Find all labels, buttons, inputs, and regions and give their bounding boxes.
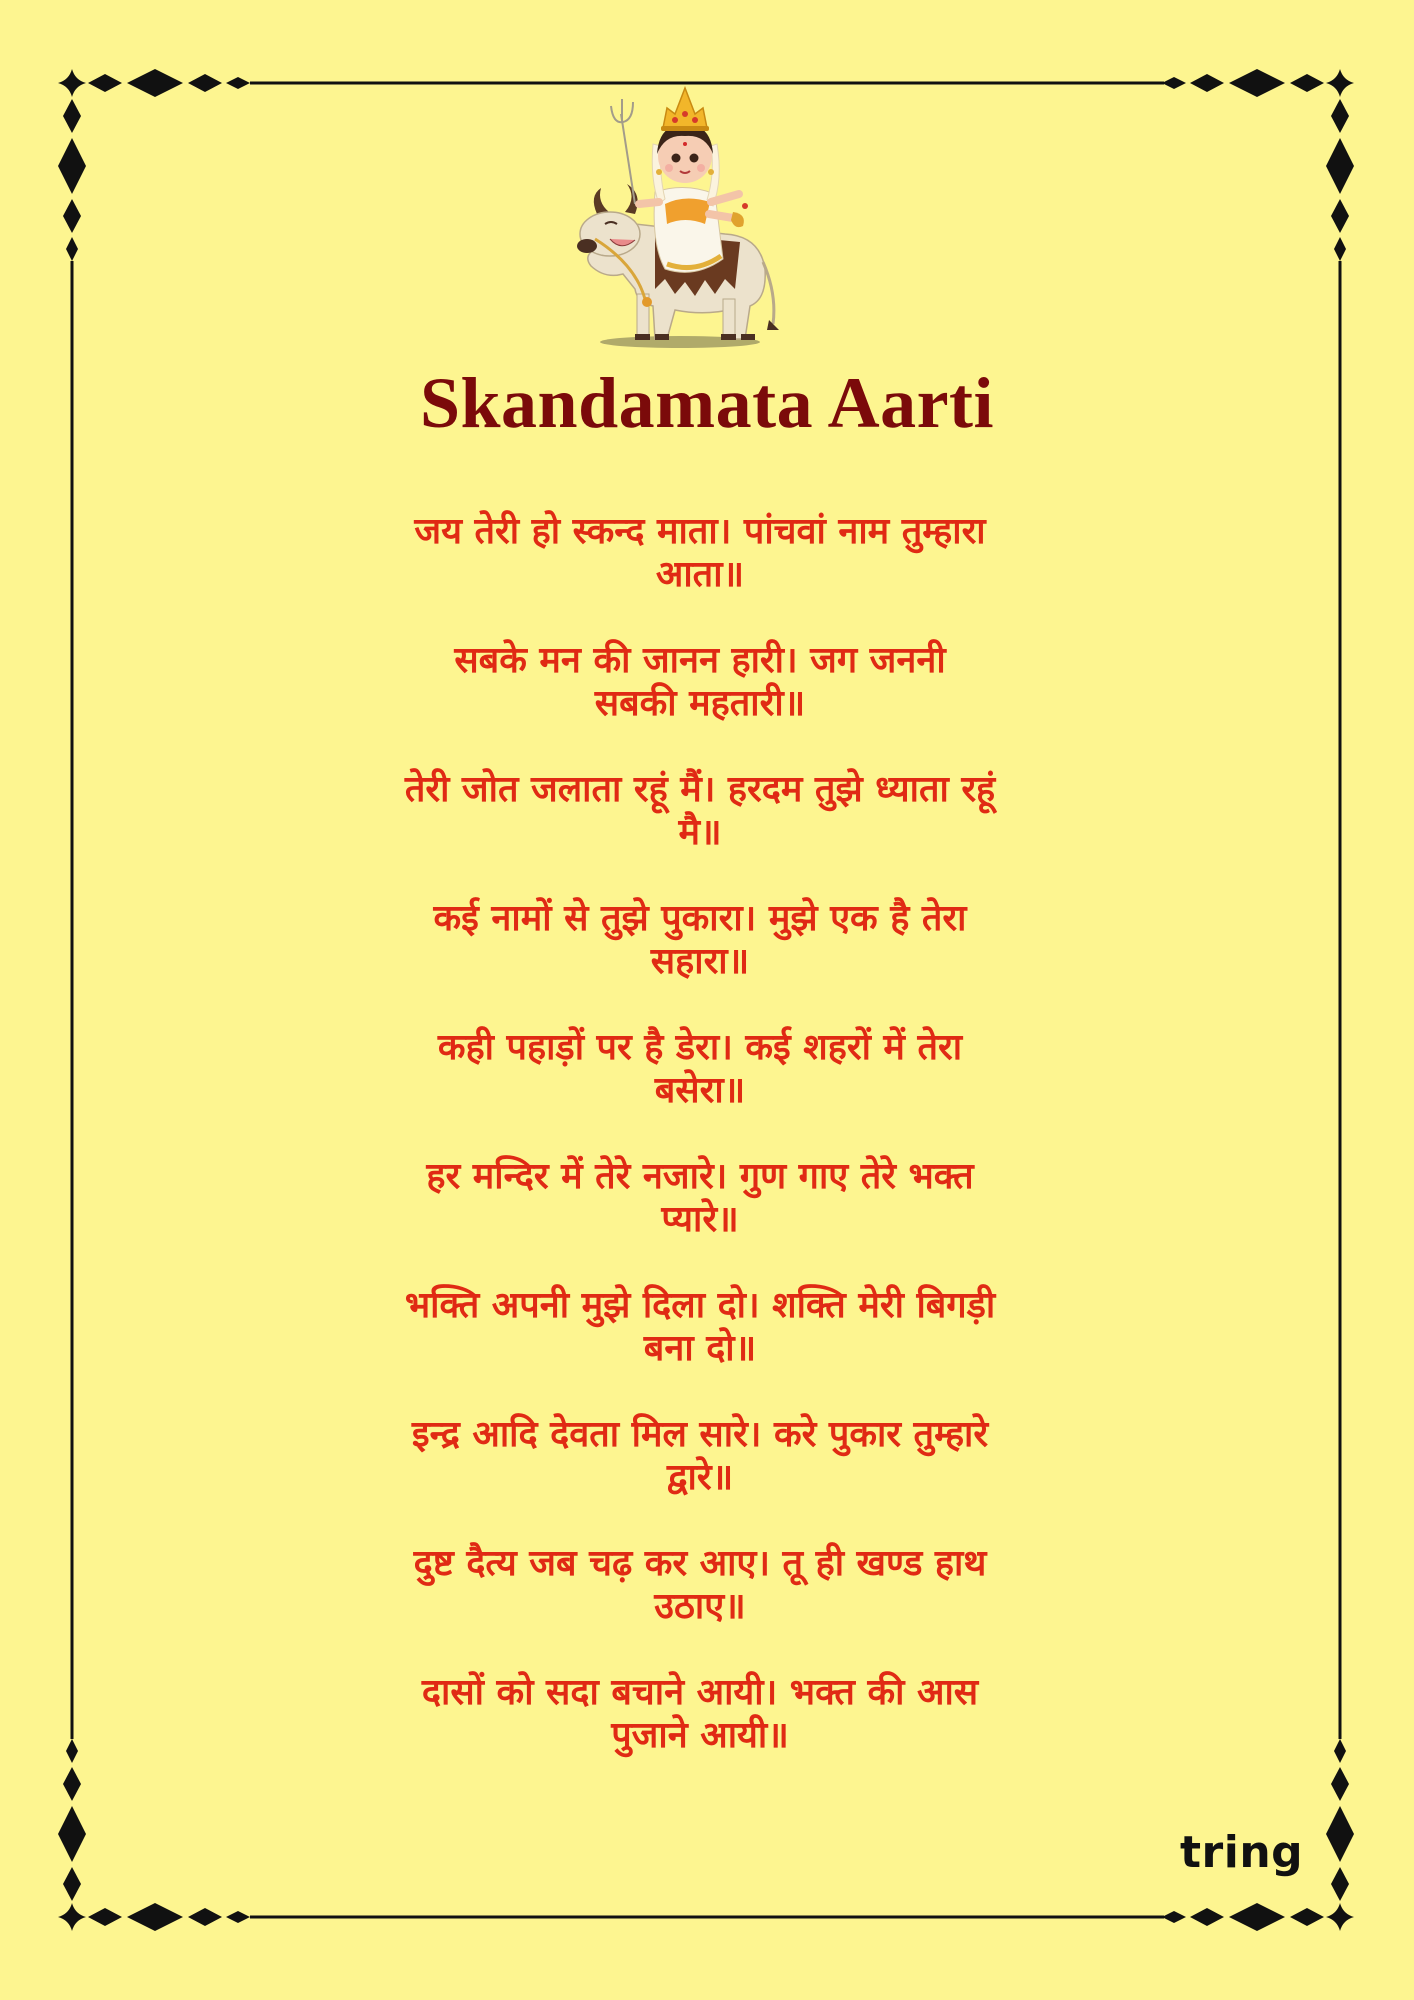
verse-9	[300, 1542, 1100, 1628]
page-title: Skandamata Aarti	[419, 363, 995, 443]
aarti-verse-list	[300, 510, 1100, 1800]
verse-line-1: कई नामों से तुझे पुकारा। मुझे एक है तेरा	[433, 898, 967, 939]
verse-line-1: सबके मन की जानन हारी। जग जननी	[454, 640, 946, 681]
verse-5	[300, 1026, 1100, 1112]
verse-line-1: हर मन्दिर में तेरे नजारे। गुण गाए तेरे भक्त	[426, 1156, 974, 1197]
verse-3	[300, 768, 1100, 854]
goddess-icon	[555, 84, 795, 352]
verse-line-2: उठाए॥	[654, 1586, 746, 1627]
verse-line-1: इन्द्र आदि देवता मिल सारे। करे पुकार तुम्हारे	[411, 1414, 989, 1455]
verse-line-2: सहारा॥	[650, 941, 750, 982]
goddess-on-bull-illustration	[555, 84, 795, 352]
verse-line-2: आता॥	[655, 554, 745, 595]
verse-line-2: प्यारे॥	[661, 1199, 739, 1240]
verse-line-1: तेरी जोत जलाता रहूं मैं। हरदम तुझे ध्याता रहूं	[404, 769, 996, 810]
verse-8	[300, 1413, 1100, 1499]
verse-6	[300, 1155, 1100, 1241]
verse-line-1: दासों को सदा बचाने आयी। भक्त की आस	[421, 1672, 979, 1713]
corner-ornament-top-right	[1162, 69, 1354, 261]
tring-brand-logo: tring	[1180, 1827, 1304, 1878]
verse-line-2: द्वारे॥	[666, 1457, 734, 1498]
verse-line-2: बना दो॥	[643, 1328, 757, 1369]
verse-10	[300, 1671, 1100, 1757]
verse-line-1: जय तेरी हो स्कन्द माता। पांचवां नाम तुम्हारा	[414, 511, 986, 552]
verse-line-2: मै॥	[678, 812, 722, 853]
verse-line-1: भक्ति अपनी मुझे दिला दो। शक्ति मेरी बिगड़ी	[404, 1285, 996, 1326]
verse-2	[300, 639, 1100, 725]
verse-line-1: कही पहाड़ों पर है डेरा। कई शहरों में तेरा	[437, 1027, 963, 1068]
verse-1	[300, 510, 1100, 596]
verse-7	[300, 1284, 1100, 1370]
corner-ornament-bottom-left	[58, 1739, 250, 1931]
verse-4	[300, 897, 1100, 983]
corner-ornament-top-left	[58, 69, 250, 261]
verse-line-2: पुजाने आयी॥	[611, 1715, 789, 1756]
verse-line-2: सबकी महतारी॥	[594, 683, 806, 724]
verse-line-1: दुष्ट दैत्य जब चढ़ कर आए। तू ही खण्ड हाथ	[413, 1543, 987, 1584]
verse-line-2: बसेरा॥	[654, 1070, 746, 1111]
